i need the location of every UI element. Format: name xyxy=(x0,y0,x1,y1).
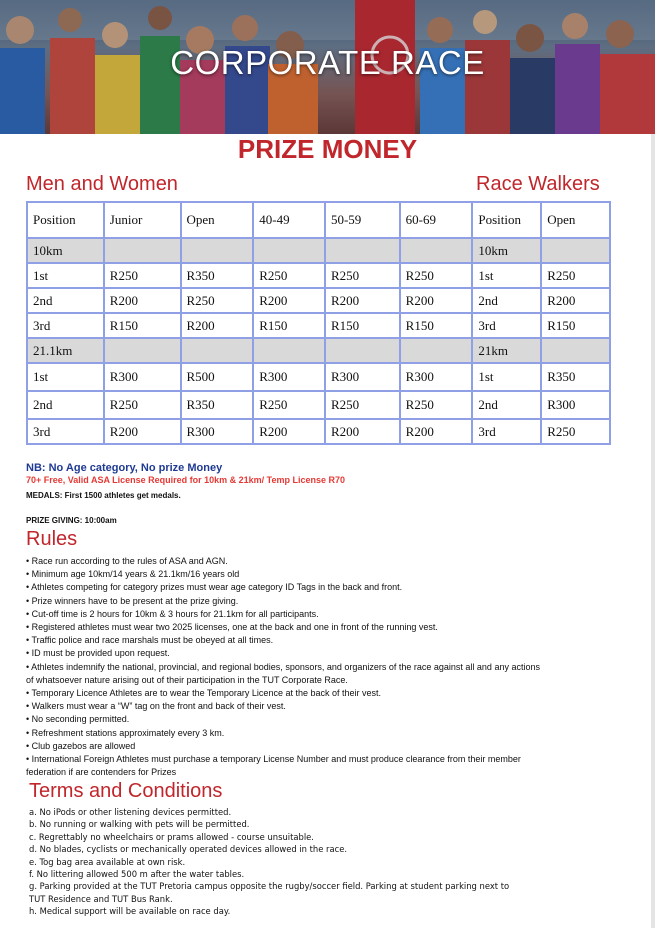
table-cell: R250 xyxy=(400,391,473,419)
table-cell xyxy=(400,238,473,263)
table-cell: 10km xyxy=(472,238,541,263)
table-header-cell: Junior xyxy=(104,202,181,238)
rule-item: • Walkers must wear a “W” tag on the front and back of their vest. xyxy=(26,701,286,712)
table-cell: R300 xyxy=(253,363,325,391)
table-cell: R200 xyxy=(104,288,181,313)
rules-list xyxy=(26,555,638,779)
rule-item: • ID must be provided upon request. xyxy=(26,648,170,659)
table-cell xyxy=(253,338,325,363)
table-cell: R250 xyxy=(104,391,181,419)
table-section-row xyxy=(27,338,610,363)
table-cell xyxy=(325,338,400,363)
table-cell: R350 xyxy=(541,363,610,391)
table-cell: R200 xyxy=(325,288,400,313)
table-cell xyxy=(181,338,254,363)
rule-item: • Race run according to the rules of ASA and AGN. xyxy=(26,556,228,566)
table-cell: 2nd xyxy=(472,288,541,313)
table-row xyxy=(27,363,610,391)
term-item: h. Medical support will be available on race day. xyxy=(29,906,231,917)
term-item: b. No running or walking with pets will be permitted. xyxy=(29,819,250,830)
rule-item: • Temporary Licence Athletes are to wear the Temporary Licence at the back of their vest. xyxy=(26,688,382,699)
rule-item: • Athletes competing for category prizes must wear age category ID Tags in the back and front. xyxy=(26,582,403,593)
table-row xyxy=(27,391,610,419)
table-cell: R250 xyxy=(541,419,610,444)
table-cell: 3rd xyxy=(27,419,104,444)
term-item: c. Regrettably no wheelchairs or prams allowed - course unsuitable. xyxy=(29,831,314,842)
men-women-heading: Men and Women xyxy=(26,173,178,195)
table-cell: 10km xyxy=(27,238,104,263)
table-cell: R250 xyxy=(181,288,254,313)
table-cell: R200 xyxy=(541,288,610,313)
terms-list xyxy=(29,806,629,918)
table-cell: R350 xyxy=(181,263,254,288)
rule-item: federation if are contenders for Prizes xyxy=(26,767,177,778)
table-cell: R250 xyxy=(400,263,473,288)
table-cell: R150 xyxy=(253,313,325,338)
table-cell: R150 xyxy=(400,313,473,338)
rule-item: • Club gazebos are allowed xyxy=(26,740,136,751)
rule-item: of whatsoever nature arising out of their participation in the TUT Corporate Race. xyxy=(26,674,348,685)
table-cell: 2nd xyxy=(27,288,104,313)
table-cell: 21km xyxy=(472,338,541,363)
table-row xyxy=(27,313,610,338)
rule-item: • No seconding permitted. xyxy=(26,714,130,725)
table-header-cell: Open xyxy=(541,202,610,238)
table-cell: R200 xyxy=(104,419,181,444)
license-note: 70+ Free, Valid ASA License Required for 10km & 21km/ Temp License R70 xyxy=(26,475,346,485)
table-cell: R150 xyxy=(104,313,181,338)
table-cell: 3rd xyxy=(472,419,541,444)
table-header-cell: Position xyxy=(27,202,104,238)
table-cell: R150 xyxy=(325,313,400,338)
rule-item: • Refreshment stations approximately every 3 km. xyxy=(26,727,225,738)
banner-title: CORPORATE RACE xyxy=(170,44,485,81)
medals-note: MEDALS: First 1500 athletes get medals. xyxy=(26,491,181,500)
table-header-cell: 40-49 xyxy=(253,202,325,238)
term-item: g. Parking provided at the TUT Pretoria campus opposite the rugby/soccer field. Parking at student parking next to xyxy=(29,881,510,892)
table-cell: 2nd xyxy=(27,391,104,419)
table-cell: 3rd xyxy=(472,313,541,338)
table-cell xyxy=(104,338,181,363)
rule-item: • Minimum age 10km/14 years & 21.1km/16 years old xyxy=(26,569,240,580)
race-walkers-heading: Race Walkers xyxy=(476,173,600,195)
table-cell: R250 xyxy=(253,391,325,419)
table-cell: R200 xyxy=(400,288,473,313)
table-cell xyxy=(104,238,181,263)
prize-giving-time: PRIZE GIVING: 10:00am xyxy=(26,516,117,525)
table-cell: 1st xyxy=(27,263,104,288)
rule-item: • International Foreign Athletes must purchase a temporary License Number and must produce clearance from their member xyxy=(26,754,521,765)
table-row xyxy=(27,288,610,313)
table-cell: 1st xyxy=(472,263,541,288)
table-header-row xyxy=(27,202,610,238)
table-cell: 3rd xyxy=(27,313,104,338)
table-header-cell: 50-59 xyxy=(325,202,400,238)
rule-item: • Registered athletes must wear two 2025 licenses, one at the back and one in front of the running vest. xyxy=(26,622,438,633)
table-cell: R200 xyxy=(400,419,473,444)
table-cell: R300 xyxy=(325,363,400,391)
table-cell: R250 xyxy=(104,263,181,288)
table-cell: R300 xyxy=(181,419,254,444)
nb-note: NB: No Age category, No prize Money xyxy=(26,462,223,474)
prize-table xyxy=(26,201,611,445)
table-row xyxy=(27,419,610,444)
rule-item: • Cut-off time is 2 hours for 10km & 3 hours for 21.1km for all participants. xyxy=(26,608,319,619)
table-cell xyxy=(181,238,254,263)
table-cell: R300 xyxy=(400,363,473,391)
table-row xyxy=(27,263,610,288)
table-cell: R200 xyxy=(325,419,400,444)
term-item: d. No blades, cyclists or mechanically operated devices allowed in the race. xyxy=(29,844,348,855)
prize-money-title: PRIZE MONEY xyxy=(237,134,418,164)
rules-heading: Rules xyxy=(26,528,78,550)
table-cell: 1st xyxy=(472,363,541,391)
table-header-cell: Position xyxy=(472,202,541,238)
table-cell: 21.1km xyxy=(27,338,104,363)
table-cell: R300 xyxy=(104,363,181,391)
table-cell xyxy=(325,238,400,263)
table-cell: R350 xyxy=(181,391,254,419)
table-cell xyxy=(253,238,325,263)
table-cell: R200 xyxy=(181,313,254,338)
table-cell: 1st xyxy=(27,363,104,391)
table-cell: R250 xyxy=(325,391,400,419)
table-cell: R250 xyxy=(253,263,325,288)
term-item: f. No littering allowed 500 m after the water tables. xyxy=(29,869,245,880)
header-banner xyxy=(0,0,655,134)
table-section-row xyxy=(27,238,610,263)
page-edge xyxy=(651,134,655,928)
table-cell: R300 xyxy=(541,391,610,419)
rule-item: • Athletes indemnify the national, provincial, and regional bodies, sponsors, and organizers of the race against all and any actions xyxy=(26,661,540,672)
table-cell: R250 xyxy=(541,263,610,288)
table-cell: R200 xyxy=(253,419,325,444)
table-header-cell: Open xyxy=(181,202,254,238)
table-cell xyxy=(541,238,610,263)
terms-heading: Terms and Conditions xyxy=(29,780,223,802)
table-cell: R250 xyxy=(325,263,400,288)
table-cell: R150 xyxy=(541,313,610,338)
table-cell: 2nd xyxy=(472,391,541,419)
rule-item: • Prize winners have to be present at the prize giving. xyxy=(26,595,239,606)
term-item: TUT Residence and TUT Bus Rank. xyxy=(29,893,173,904)
term-item: e. Tog bag area available at own risk. xyxy=(29,856,186,867)
table-cell xyxy=(541,338,610,363)
table-cell xyxy=(400,338,473,363)
table-header-cell: 60-69 xyxy=(400,202,473,238)
table-cell: R200 xyxy=(253,288,325,313)
table-cell: R500 xyxy=(181,363,254,391)
rule-item: • Traffic police and race marshals must be obeyed at all times. xyxy=(26,635,274,646)
term-item: a. No iPods or other listening devices permitted. xyxy=(29,807,232,817)
